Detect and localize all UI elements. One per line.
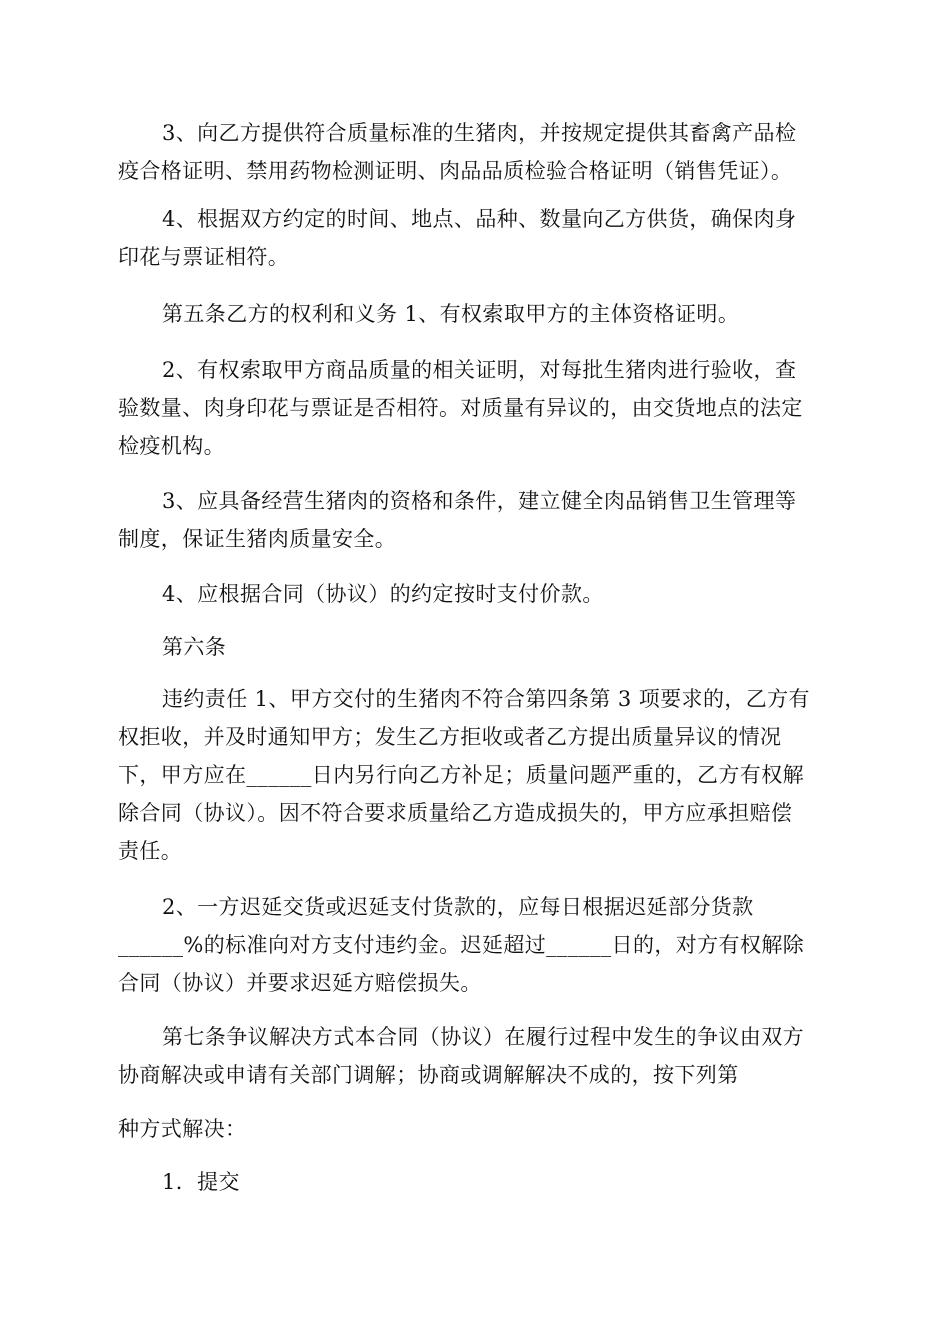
text-line: 协商解决或申请有关部门调解；协商或调解解决不成的，按下列第 (118, 1063, 739, 1087)
text-line: 第五条乙方的权利和义务 1、有权索取甲方的主体资格证明。 (162, 302, 740, 326)
text-line: 下，甲方应在______日内另行向乙方补足；质量问题严重的，乙方有权解 (118, 763, 804, 787)
text-line: 除合同（协议）。因不符合要求质量给乙方造成损失的，甲方应承担赔偿 (118, 801, 793, 825)
text-line: 2、有权索取甲方商品质量的相关证明，对每批生猪肉进行验收，查 (162, 358, 797, 382)
text-line: 检疫机构。 (118, 434, 225, 458)
text-line: 疫合格证明、禁用药物检测证明、肉品品质检验合格证明（销售凭证）。 (118, 159, 793, 183)
paragraph-breach-liability (118, 680, 838, 870)
text-line: 1．提交 (162, 1170, 240, 1194)
paragraph-qualification (118, 482, 838, 558)
paragraph-submit-item (118, 1163, 838, 1201)
paragraph-article-seven (118, 1018, 838, 1094)
text-line: 制度，保证生猪肉质量安全。 (118, 527, 397, 551)
text-line: 第七条争议解决方式本合同（协议）在履行过程中发生的争议由双方 (162, 1025, 804, 1049)
text-line: 印花与票证相符。 (118, 245, 290, 269)
paragraph-payment (118, 575, 838, 613)
text-line: 违约责任 1、甲方交付的生猪肉不符合第四条第 3 项要求的，乙方有 (162, 687, 810, 711)
paragraph-article-five (118, 295, 838, 333)
text-line: ______%的标准向对方支付违约金。迟延超过______日的，对方有权解除 (118, 933, 805, 957)
text-line: 权拒收，并及时通知甲方；发生乙方拒收或者乙方提出质量异议的情况 (118, 725, 782, 749)
text-line: 第六条 (162, 635, 227, 659)
text-line: 3、向乙方提供符合质量标准的生猪肉，并按规定提供其畜禽产品检 (162, 121, 797, 145)
text-line: 种方式解决： (118, 1117, 247, 1141)
text-line: 验数量、肉身印花与票证是否相符。对质量有异议的，由交货地点的法定 (118, 396, 803, 420)
text-line: 4、应根据合同（协议）的约定按时支付价款。 (162, 582, 604, 606)
paragraph-supply-quality (118, 114, 838, 190)
paragraph-resolution-method (118, 1110, 838, 1148)
text-line: 2、一方迟延交货或迟延支付货款的，应每日根据迟延部分货款 (162, 895, 754, 919)
text-line: 3、应具备经营生猪肉的资格和条件，建立健全肉品销售卫生管理等 (162, 489, 797, 513)
paragraph-article-six-heading (118, 628, 838, 666)
text-line: 4、根据双方约定的时间、地点、品种、数量向乙方供货，确保肉身 (162, 207, 797, 231)
text-line: 责任。 (118, 839, 183, 863)
paragraph-supply-delivery (118, 200, 838, 276)
paragraph-inspection-rights (118, 351, 838, 465)
text-line: 合同（协议）并要求迟延方赔偿损失。 (118, 971, 482, 995)
paragraph-late-penalty (118, 888, 838, 1002)
